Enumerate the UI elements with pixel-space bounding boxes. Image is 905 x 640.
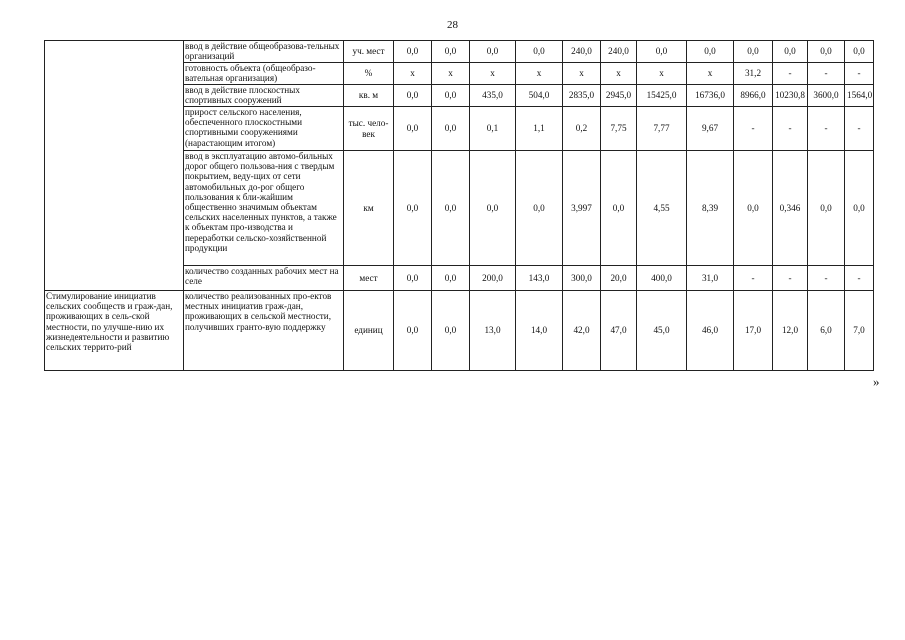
value-cell: 0,2 xyxy=(563,107,601,151)
value-cell: 31,0 xyxy=(687,266,734,291)
value-cell: - xyxy=(845,63,874,85)
value-cell: 143,0 xyxy=(516,266,563,291)
value-cell: 15425,0 xyxy=(637,85,687,107)
value-cell: 31,2 xyxy=(734,63,773,85)
value-cell: х xyxy=(470,63,516,85)
value-cell: 16736,0 xyxy=(687,85,734,107)
value-cell: 42,0 xyxy=(563,291,601,371)
value-cell: 8,39 xyxy=(687,151,734,266)
value-cell: 47,0 xyxy=(601,291,637,371)
value-cell: - xyxy=(808,107,845,151)
value-cell: 300,0 xyxy=(563,266,601,291)
value-cell: 7,77 xyxy=(637,107,687,151)
value-cell: 7,0 xyxy=(845,291,874,371)
table-row xyxy=(45,291,874,371)
table-row xyxy=(45,41,874,63)
value-cell: 10230,8 xyxy=(773,85,808,107)
value-cell: 0,346 xyxy=(773,151,808,266)
value-cell: х xyxy=(563,63,601,85)
value-cell: 45,0 xyxy=(637,291,687,371)
unit-cell: мест xyxy=(344,266,394,291)
value-cell: 7,75 xyxy=(601,107,637,151)
value-cell: 0,0 xyxy=(394,107,432,151)
task-cell: Стимулирование инициатив сельских сообществ и граж-дан, проживающих в сель-ской местности, по улучше-нию их жизнедеятельности и развитию сельских террито-рий xyxy=(45,291,184,371)
value-cell: - xyxy=(773,107,808,151)
value-cell: 0,0 xyxy=(845,151,874,266)
value-cell: 0,0 xyxy=(845,41,874,63)
task-cell-empty xyxy=(45,41,184,291)
value-cell: х xyxy=(432,63,470,85)
value-cell: 17,0 xyxy=(734,291,773,371)
value-cell: 20,0 xyxy=(601,266,637,291)
value-cell: 200,0 xyxy=(470,266,516,291)
value-cell: 3,997 xyxy=(563,151,601,266)
value-cell: 0,0 xyxy=(394,266,432,291)
value-cell: 0,1 xyxy=(470,107,516,151)
value-cell: 0,0 xyxy=(637,41,687,63)
value-cell: 0,0 xyxy=(432,85,470,107)
unit-cell: % xyxy=(344,63,394,85)
value-cell: - xyxy=(734,266,773,291)
value-cell: 0,0 xyxy=(394,291,432,371)
value-cell: 0,0 xyxy=(394,85,432,107)
value-cell: 0,0 xyxy=(773,41,808,63)
value-cell: 0,0 xyxy=(432,266,470,291)
value-cell: 0,0 xyxy=(394,151,432,266)
value-cell: 0,0 xyxy=(432,291,470,371)
value-cell: 9,67 xyxy=(687,107,734,151)
value-cell: 3600,0 xyxy=(808,85,845,107)
value-cell: - xyxy=(773,63,808,85)
value-cell: 0,0 xyxy=(734,151,773,266)
value-cell: - xyxy=(845,107,874,151)
indicator-cell: количество созданных рабочих мест на селе xyxy=(184,266,344,291)
value-cell: 240,0 xyxy=(563,41,601,63)
value-cell: 2835,0 xyxy=(563,85,601,107)
value-cell: 0,0 xyxy=(687,41,734,63)
value-cell: 0,0 xyxy=(432,151,470,266)
closing-quote: » xyxy=(873,374,880,389)
value-cell: 1564,0 xyxy=(845,85,874,107)
value-cell: 504,0 xyxy=(516,85,563,107)
value-cell: 0,0 xyxy=(516,41,563,63)
value-cell: 400,0 xyxy=(637,266,687,291)
value-cell: 14,0 xyxy=(516,291,563,371)
value-cell: 0,0 xyxy=(516,151,563,266)
indicator-cell: ввод в действие плоскостных спортивных сооружений xyxy=(184,85,344,107)
value-cell: 0,0 xyxy=(808,41,845,63)
value-cell: х xyxy=(637,63,687,85)
value-cell: 240,0 xyxy=(601,41,637,63)
value-cell: 435,0 xyxy=(470,85,516,107)
indicator-cell: ввод в эксплуатацию автомо-бильных дорог общего пользова-ния с твердым покрытием, веду-щих от сети автомобильных до-рог общего пользования к бли-жайшим общественно значимым объектам сельских населенных пунктов, а также к объектам про-изводства и переработки сельско-хозяйственной продукции xyxy=(184,151,344,266)
value-cell: 2945,0 xyxy=(601,85,637,107)
value-cell: х xyxy=(516,63,563,85)
unit-cell: уч. мест xyxy=(344,41,394,63)
unit-cell: тыс. чело-век xyxy=(344,107,394,151)
value-cell: 8966,0 xyxy=(734,85,773,107)
value-cell: 0,0 xyxy=(470,151,516,266)
value-cell: 0,0 xyxy=(432,41,470,63)
value-cell: - xyxy=(734,107,773,151)
value-cell: 0,0 xyxy=(432,107,470,151)
value-cell: х xyxy=(687,63,734,85)
value-cell: - xyxy=(808,266,845,291)
value-cell: - xyxy=(808,63,845,85)
value-cell: - xyxy=(845,266,874,291)
unit-cell: единиц xyxy=(344,291,394,371)
indicator-cell: ввод в действие общеобразова-тельных организаций xyxy=(184,41,344,63)
value-cell: 0,0 xyxy=(734,41,773,63)
value-cell: - xyxy=(773,266,808,291)
value-cell: 1,1 xyxy=(516,107,563,151)
value-cell: 0,0 xyxy=(470,41,516,63)
value-cell: 4,55 xyxy=(637,151,687,266)
value-cell: 0,0 xyxy=(808,151,845,266)
value-cell: 0,0 xyxy=(394,41,432,63)
indicator-cell: готовность объекта (общеобразо-вательная организация) xyxy=(184,63,344,85)
value-cell: 12,0 xyxy=(773,291,808,371)
unit-cell: км xyxy=(344,151,394,266)
value-cell: 13,0 xyxy=(470,291,516,371)
value-cell: 6,0 xyxy=(808,291,845,371)
page-number: 28 xyxy=(447,19,458,31)
indicators-table xyxy=(44,40,874,371)
indicator-cell: количество реализованных про-ектов местных инициатив граж-дан, проживающих в сельской местности, получивших гранто-вую поддержку xyxy=(184,291,344,371)
indicator-cell: прирост сельского населения, обеспеченного плоскостными спортивными сооружениями (нарастающим итогом) xyxy=(184,107,344,151)
value-cell: х xyxy=(394,63,432,85)
value-cell: 46,0 xyxy=(687,291,734,371)
value-cell: х xyxy=(601,63,637,85)
value-cell: 0,0 xyxy=(601,151,637,266)
unit-cell: кв. м xyxy=(344,85,394,107)
